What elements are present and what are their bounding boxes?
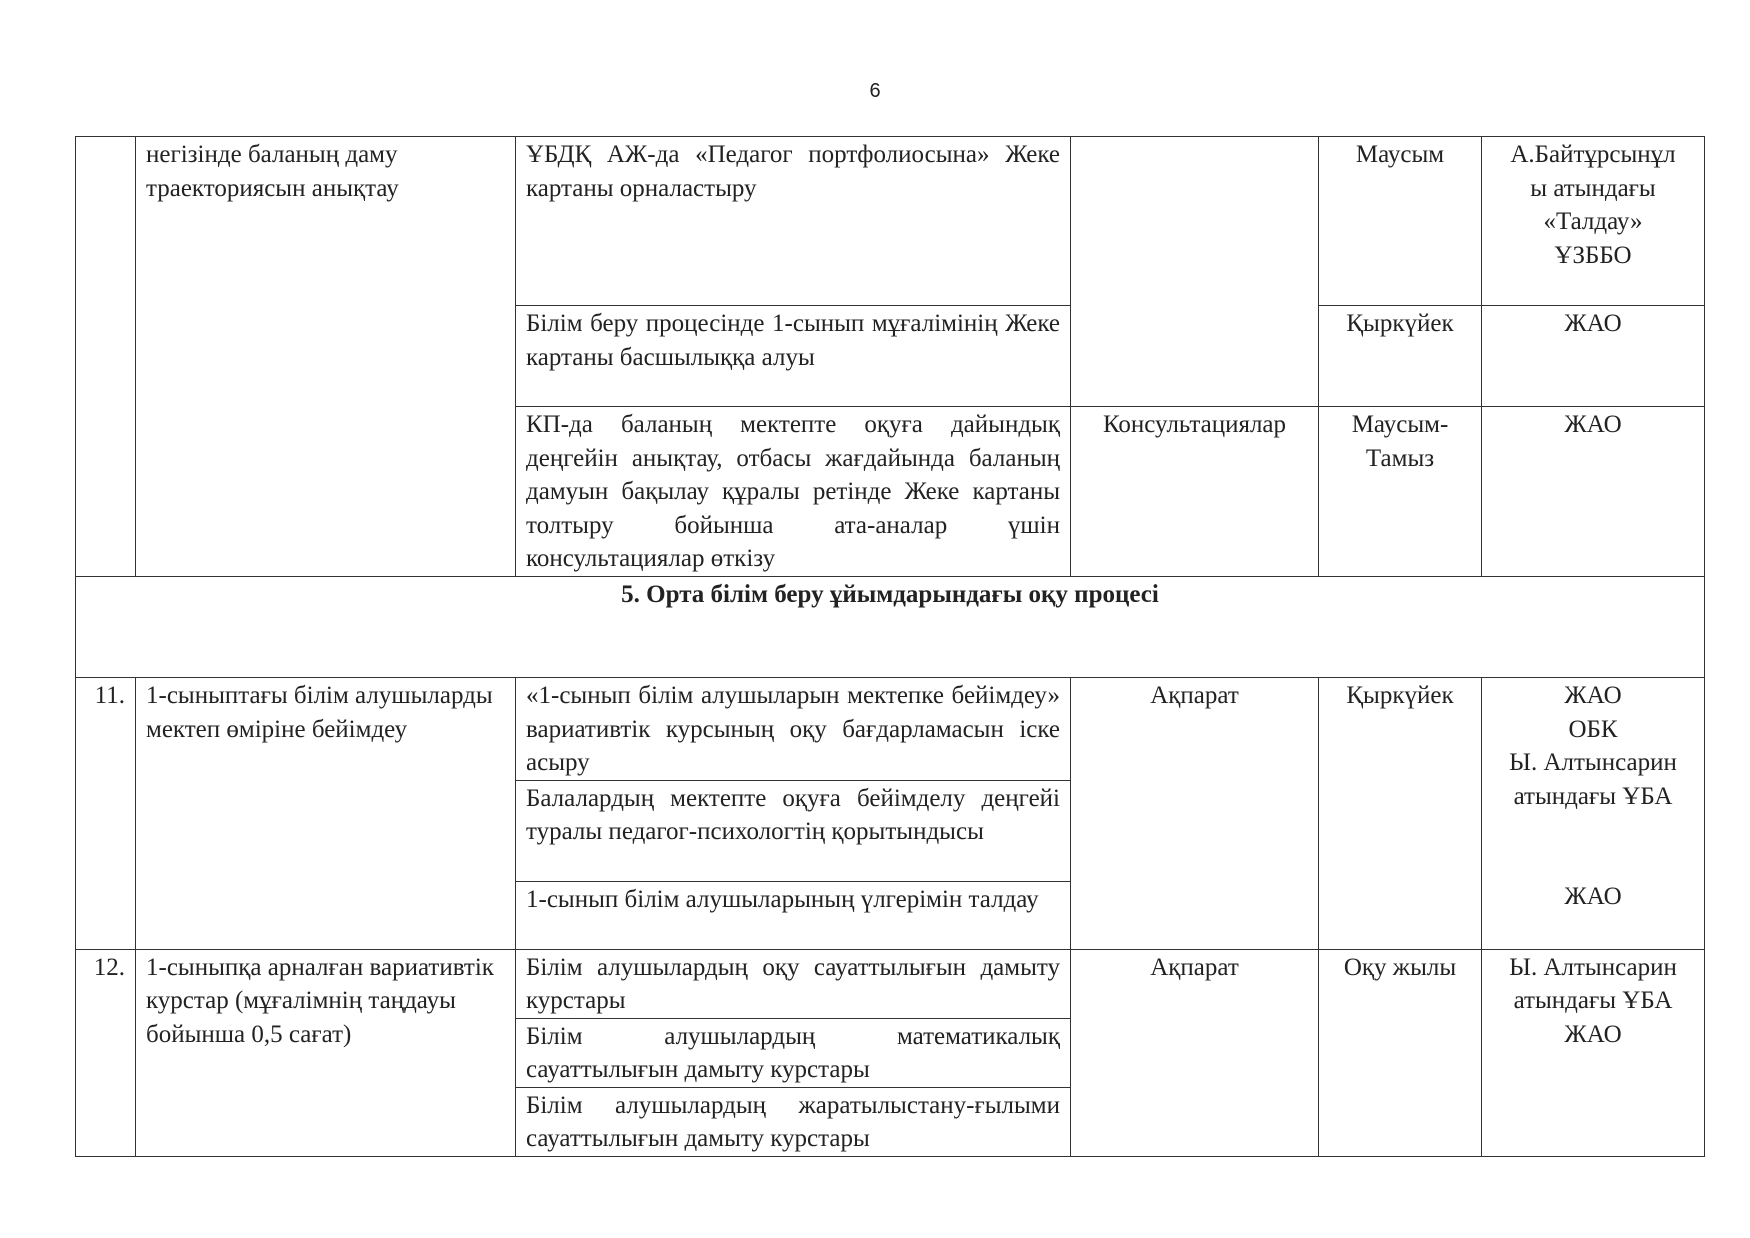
term-cell: Қыркүйек bbox=[1319, 306, 1482, 407]
responsible-line: «Талдау» bbox=[1543, 208, 1643, 235]
spacer bbox=[1492, 813, 1694, 847]
activity-cell: Балалардың мектепте оқуға бейімделу деңгейі туралы педагог-психологтің қорытындысы bbox=[516, 780, 1071, 881]
row-number-cell: 11. bbox=[76, 678, 136, 950]
topic-cell: негізінде баланың даму траекториясын анықтау bbox=[136, 137, 516, 577]
term-cell: Оқу жылы bbox=[1319, 949, 1482, 1156]
activity-cell: КП-да баланың мектепте оқуға дайындық деңгейін анықтау, отбасы жағдайында баланың дамуын бақылау құралы ретінде Жеке картаны толтыру бойынша ата-аналар үшін консультациялар өткізу bbox=[516, 407, 1071, 577]
activity-cell: «1-сынып білім алушыларын мектепке бейімдеу» вариативтік курсының оқу бағдарламасын іске асыру bbox=[516, 678, 1071, 781]
topic-cell: 1-сыныптағы білім алушыларды мектеп өміріне бейімдеу bbox=[136, 678, 516, 950]
row-number-cell bbox=[76, 137, 136, 577]
term-cell: Қыркүйек bbox=[1319, 678, 1482, 950]
table-row bbox=[76, 137, 1705, 306]
responsible-cell bbox=[1482, 678, 1705, 950]
responsible-line: ЖАО bbox=[1564, 1020, 1622, 1048]
section-row bbox=[76, 577, 1705, 678]
form-cell: Консультациялар bbox=[1071, 407, 1319, 577]
responsible-line: ҰЗББО bbox=[1554, 241, 1632, 269]
term-line: Тамыз bbox=[1365, 444, 1435, 472]
table-row bbox=[76, 949, 1705, 1018]
responsible-line: Ы. Алтынсарин bbox=[1509, 749, 1677, 776]
form-cell bbox=[1071, 137, 1319, 407]
responsible-cell bbox=[1482, 137, 1705, 306]
activity-cell: Білім алушылардың оқу сауаттылығын дамыту курстары bbox=[516, 949, 1071, 1018]
activity-cell: 1-сынып білім алушыларының үлгерімін талдау bbox=[516, 881, 1071, 949]
activity-cell: Білім алушылардың математикалық сауаттылығын дамыту курстары bbox=[516, 1018, 1071, 1087]
responsible-line: А.Байтұрсынұл bbox=[1510, 141, 1676, 168]
activity-cell: Білім алушылардың жаратылыстану-ғылыми сауаттылығын дамыту курстары bbox=[516, 1087, 1071, 1156]
spacer bbox=[1492, 847, 1694, 881]
activity-cell: ҰБДҚ АЖ-да «Педагог портфолиосына» Жеке картаны орналастыру bbox=[516, 137, 1071, 306]
responsible-cell bbox=[1482, 306, 1705, 407]
term-line: Маусым- bbox=[1351, 411, 1449, 438]
responsible-line: ЖАО bbox=[1564, 411, 1622, 438]
responsible-line: ЖАО bbox=[1564, 682, 1622, 709]
table-row bbox=[76, 678, 1705, 781]
responsible-line: ы атындағы bbox=[1530, 174, 1656, 202]
responsible-cell bbox=[1482, 407, 1705, 577]
responsible-line: атындағы ҰБА bbox=[1513, 987, 1673, 1014]
section-heading: 5. Орта білім беру ұйымдарындағы оқу процесі bbox=[76, 577, 1705, 678]
page-number: 6 bbox=[869, 80, 881, 102]
form-cell: Ақпарат bbox=[1071, 949, 1319, 1156]
plan-table bbox=[75, 136, 1705, 1157]
responsible-line: ОБК bbox=[1568, 715, 1618, 743]
responsible-line: ЖАО bbox=[1564, 883, 1622, 910]
responsible-cell bbox=[1482, 949, 1705, 1156]
responsible-line: Ы. Алтынсарин bbox=[1509, 953, 1677, 981]
term-cell: Маусым bbox=[1319, 137, 1482, 306]
topic-cell: 1-сыныпқа арналған вариативтік курстар (мұғалімнің таңдауы бойынша 0,5 сағат) bbox=[136, 949, 516, 1156]
term-cell bbox=[1319, 407, 1482, 577]
form-cell: Ақпарат bbox=[1071, 678, 1319, 950]
activity-cell: Білім беру процесінде 1-сынып мұғалімінің Жеке картаны басшылыққа алуы bbox=[516, 306, 1071, 407]
responsible-line: ЖАО bbox=[1564, 310, 1622, 337]
responsible-line: атындағы ҰБА bbox=[1513, 782, 1673, 810]
row-number-cell: 12. bbox=[76, 949, 136, 1156]
